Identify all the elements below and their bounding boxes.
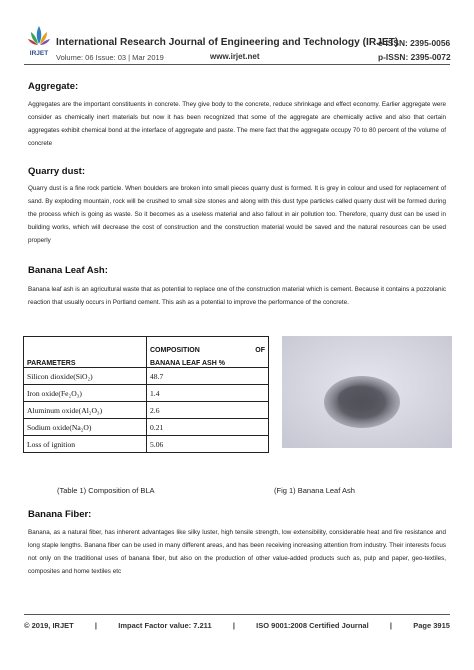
table-row	[24, 385, 269, 402]
param-cell: Silicon dioxide(SiO₂)	[24, 368, 147, 385]
header-composition-line2: BANANA LEAF ASH %	[150, 360, 225, 367]
value-cell: 1.4	[147, 385, 269, 402]
footer-copyright: © 2019, IRJET	[24, 621, 74, 630]
param-cell: Loss of ignition	[24, 436, 147, 453]
header-composition-line1: COMPOSITION OF	[150, 347, 265, 354]
footer-iso: ISO 9001:2008 Certified Journal	[256, 621, 369, 630]
value-cell: 0.21	[147, 419, 269, 436]
svg-text:IRJET: IRJET	[29, 50, 49, 57]
table-row	[24, 436, 269, 453]
aggregate-heading: Aggregate:	[28, 81, 79, 92]
quarry-dust-heading: Quarry dust:	[28, 166, 86, 177]
header-parameters: PARAMETERS	[24, 337, 147, 368]
journal-website[interactable]: www.irjet.net	[210, 52, 260, 61]
banana-leaf-ash-heading: Banana Leaf Ash:	[28, 265, 108, 276]
param-cell: Aluminum oxide(Al₂O₃)	[24, 402, 147, 419]
table-row	[24, 402, 269, 419]
banana-fiber-heading: Banana Fiber:	[28, 509, 92, 520]
header-composition	[147, 337, 269, 368]
param-cell: Iron oxide(Fe₂O₃)	[24, 385, 147, 402]
volume-issue: Volume: 06 Issue: 03 | Mar 2019	[56, 53, 164, 62]
param-cell: Sodium oxide(Na₂O)	[24, 419, 147, 436]
table-caption: (Table 1) Composition of BLA	[57, 486, 155, 495]
table-row	[24, 368, 269, 385]
value-cell: 2.6	[147, 402, 269, 419]
footer-sep: |	[94, 621, 98, 630]
banana-fiber-paragraph: Banana, as a natural fiber, has inherent advantages like silky luster, high tensile strength, low extensibility, considerable heat and fire resistance and long staple lengths. Banana fiber can be used in many different areas, and has been receiving increasing attention from industry. Their interests focus not only on the traditional uses of banana fiber, but also on the production of other value-added products such as, pulp and paper, geo-textiles, composites and home textiles etc	[28, 529, 446, 575]
aggregate-paragraph: Aggregates are the important constituents in concrete. They give body to the concrete, reduce shrinkage and effect economy. Earlier aggregate were consider as chemically inert materials but now it has been recognized that some of the aggregate are chemically active and also that certain aggregates exhibit chemical bond at the interface of aggregate and paste. The mere fact that the aggregate occupy 70 to 80 percent of the volume of concrete	[28, 101, 446, 147]
footer-sep: |	[232, 621, 235, 630]
table-header-row	[24, 337, 269, 368]
value-cell: 48.7	[147, 368, 269, 385]
footer-divider	[24, 614, 450, 615]
e-issn: e-ISSN: 2395-0056	[378, 38, 451, 48]
composition-table	[23, 336, 269, 453]
footer-impact-factor: Impact Factor value: 7.211	[118, 621, 212, 630]
value-cell: 5.06	[147, 436, 269, 453]
header-divider	[24, 64, 450, 65]
p-issn: p-ISSN: 2395-0072	[378, 52, 451, 62]
quarry-dust-paragraph: Quarry dust is a fine rock particle. When boulders are broken into small pieces quarry dust is formed. It is grey in colour and used for replacement of sand. By exploding mountain, rock will be crushed to small size stones and along with this dust type particles called quarry dust will be formed during the process which is going as waste. So it becomes as a useless material and also fallout in air pollution too. Therefore, quarry dust can be used in building works, which will decrease the cost of construction and the construction material would be saved and the natural resources can be used properly	[28, 185, 446, 244]
page-footer	[24, 621, 450, 630]
banana-leaf-ash-photo	[282, 336, 452, 448]
journal-title: International Research Journal of Engineering and Technology (IRJET)	[56, 37, 399, 48]
figure-caption: (Fig 1) Banana Leaf Ash	[274, 486, 355, 495]
table-row	[24, 419, 269, 436]
footer-sep: |	[389, 621, 393, 630]
banana-leaf-ash-paragraph: Banana leaf ash is an agricultural waste that as potential to replace one of the construction material which is cement. Because it contains a pozzolanic reaction that usually occurs in Portland cement. This ash as a potential to improve the performance of the concrete.	[28, 286, 446, 306]
journal-logo	[26, 24, 52, 58]
footer-page-number: Page 3915	[413, 621, 450, 630]
